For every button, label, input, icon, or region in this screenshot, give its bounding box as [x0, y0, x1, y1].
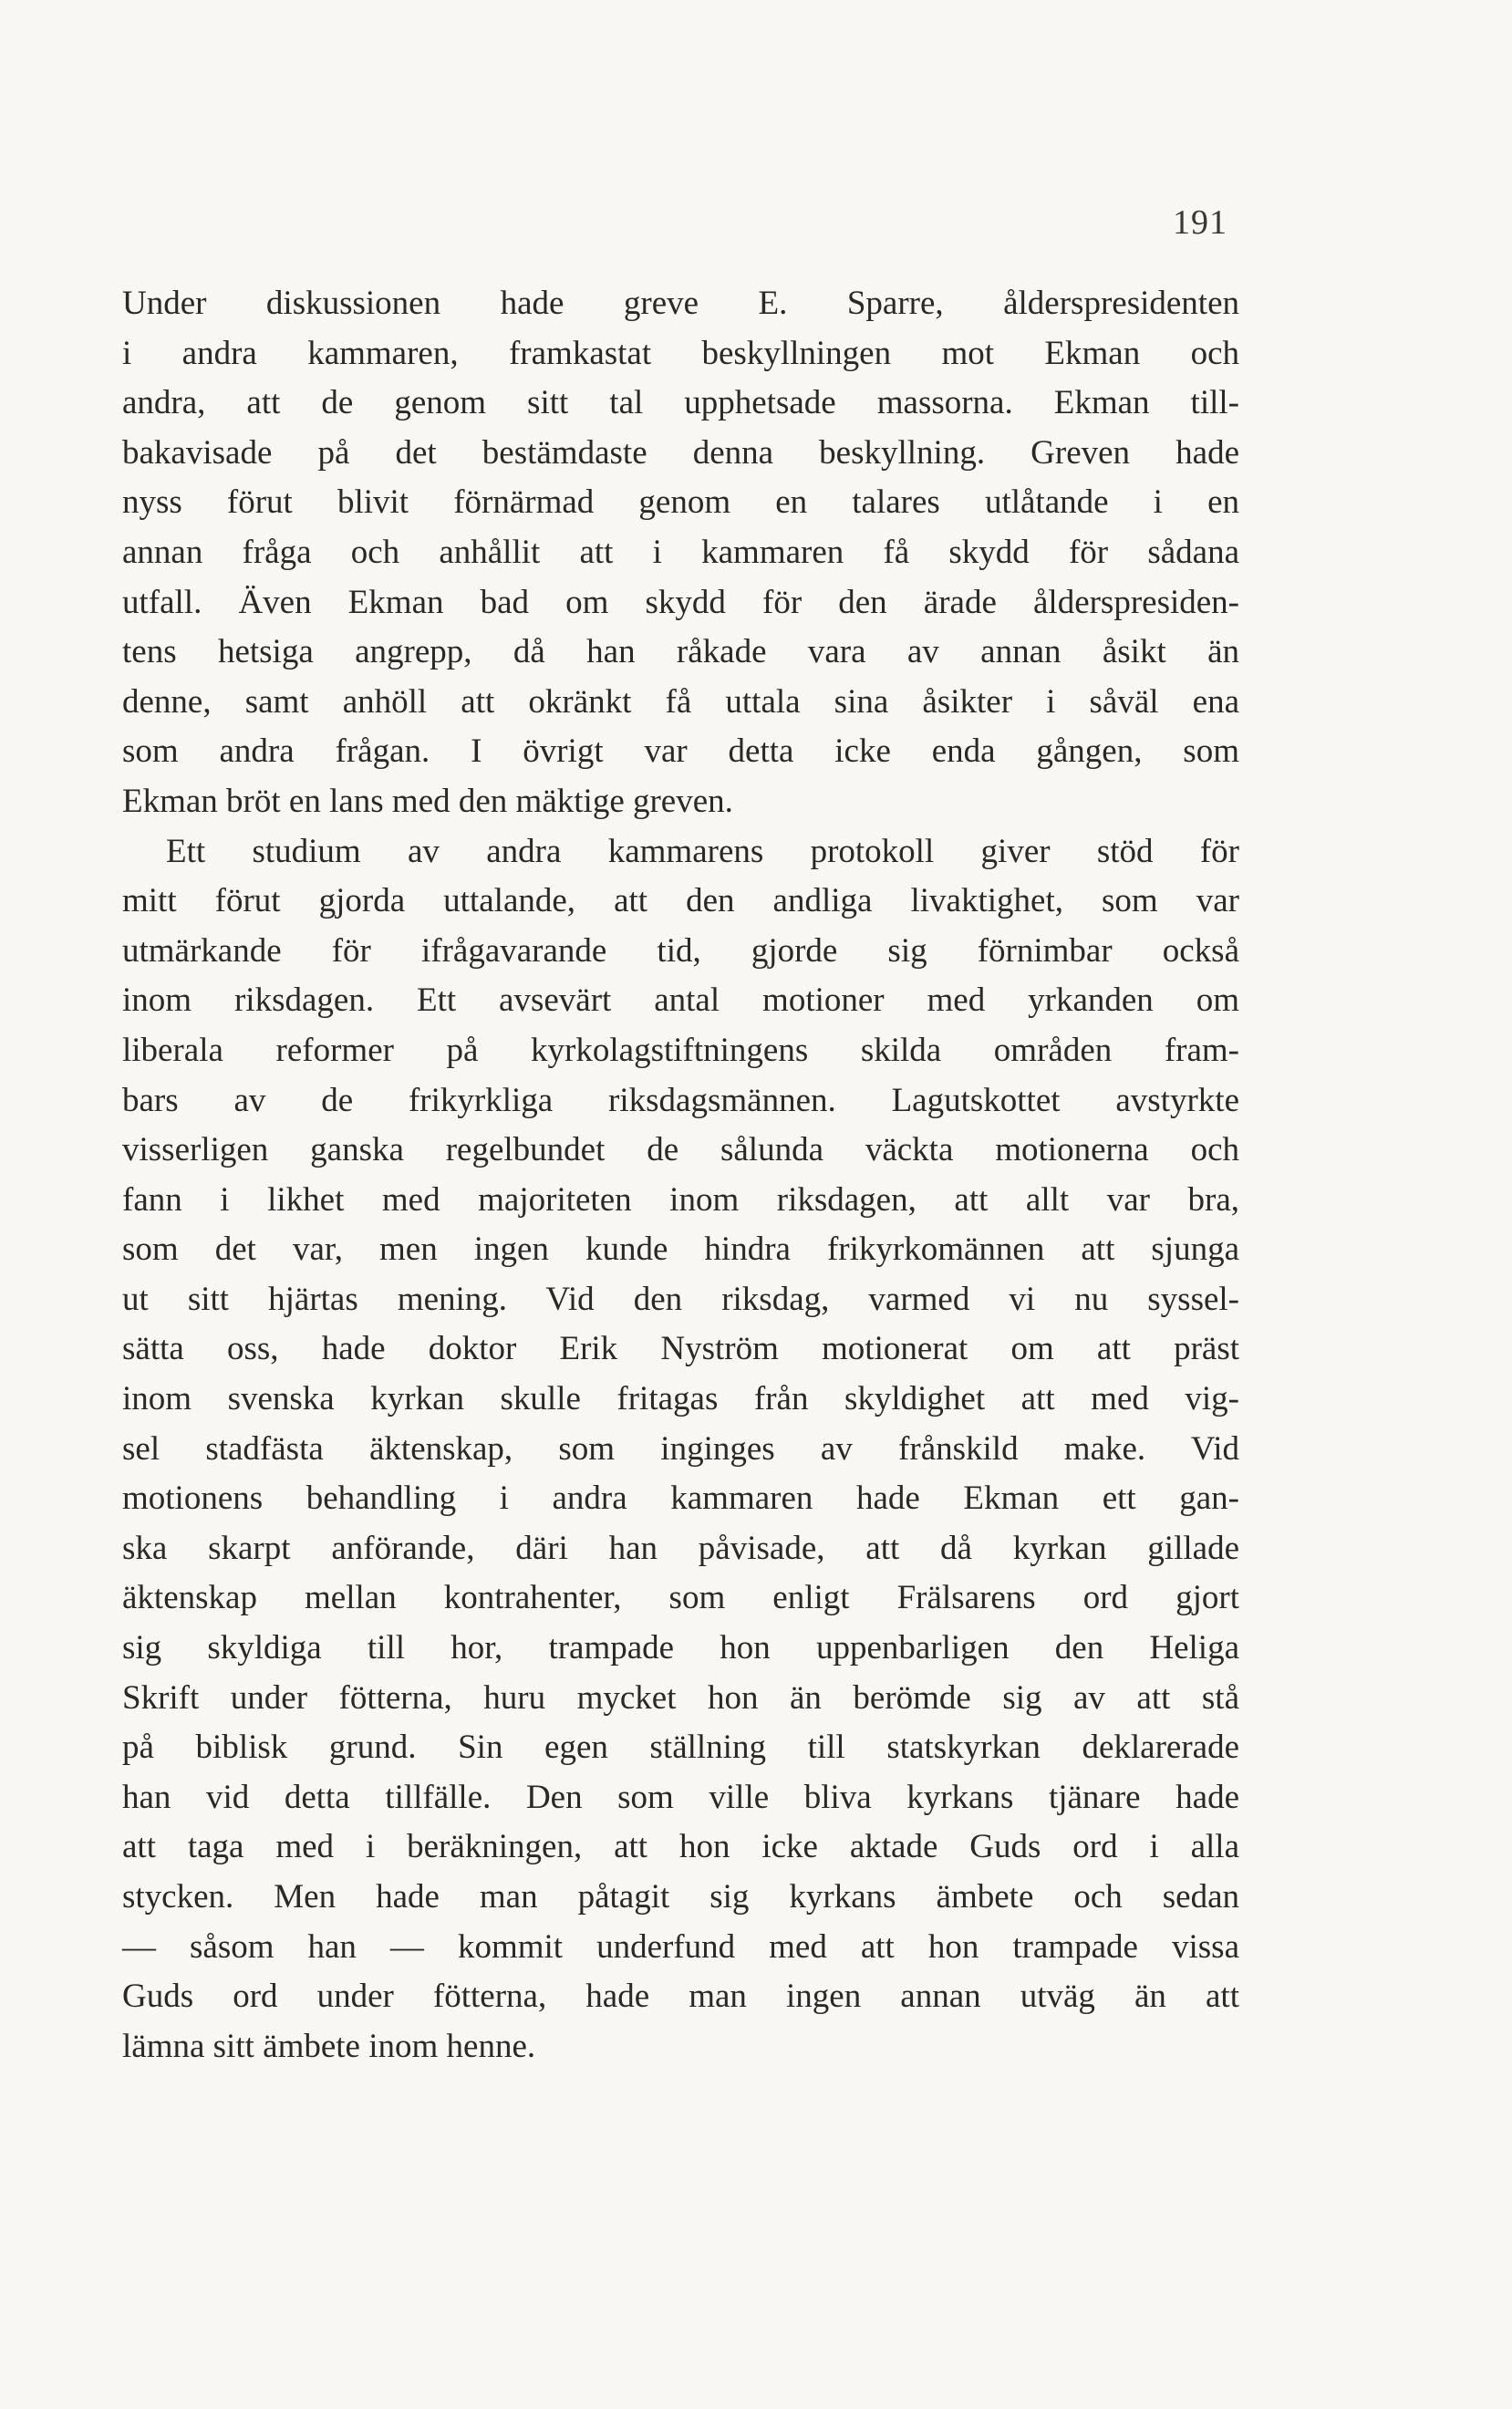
text-line: Ekman bröt en lans med den mäktige greven.	[122, 782, 733, 820]
text-line: bars av de frikyrkliga riksdagsmännen. Lagutskottet avstyrkte	[122, 1081, 1239, 1119]
text-line: andra, att de genom sitt tal upphetsade massorna. Ekman till-	[122, 384, 1239, 422]
text-line: liberala reformer på kyrkolagstiftningens skilda områden fram-	[122, 1031, 1239, 1069]
text-line: att taga med i beräkningen, att hon icke aktade Guds ord i alla	[122, 1828, 1239, 1866]
text-line: Under diskussionen hade greve E. Sparre, ålderspresidenten	[122, 285, 1239, 322]
text-line: nyss förut blivit förnärmad genom en talares utlåtande i en	[122, 483, 1239, 522]
text-line: Ett studium av andra kammarens protokoll giver stöd för	[166, 832, 1239, 870]
text-line: fann i likhet med majoriteten inom riksdagen, att allt var bra,	[122, 1180, 1239, 1219]
text-line: utmärkande för ifrågavarande tid, gjorde sig förnimbar också	[122, 931, 1239, 970]
body-text	[122, 279, 1239, 2072]
text-line: sel stadfästa äktenskap, som inginges av frånskild make. Vid	[122, 1429, 1239, 1468]
text-line: äktenskap mellan kontrahenter, som enligt Frälsarens ord gjort	[122, 1579, 1239, 1617]
text-line: lämna sitt ämbete inom henne.	[122, 2027, 536, 2065]
text-line: Skrift under fötterna, huru mycket hon än berömde sig av att stå	[122, 1678, 1239, 1717]
text-line: utfall. Även Ekman bad om skydd för den ärade ålderspresiden-	[122, 583, 1239, 621]
text-line: han vid detta tillfälle. Den som ville bliva kyrkans tjänare hade	[122, 1778, 1239, 1816]
text-line: ut sitt hjärtas mening. Vid den riksdag, varmed vi nu syssel-	[122, 1280, 1239, 1318]
text-line: bakavisade på det bestämdaste denna beskyllning. Greven hade	[122, 433, 1239, 472]
text-line: på biblisk grund. Sin egen ställning till statskyrkan deklarerade	[122, 1729, 1239, 1767]
text-line: sätta oss, hade doktor Erik Nyström motionerat om att präst	[122, 1330, 1239, 1368]
text-line: ska skarpt anförande, däri han påvisade, att då kyrkan gillade	[122, 1529, 1239, 1567]
text-line: stycken. Men hade man påtagit sig kyrkans ämbete och sedan	[122, 1878, 1239, 1916]
text-line: inom svenska kyrkan skulle fritagas från skyldighet att med vig-	[122, 1380, 1239, 1418]
text-line: motionens behandling i andra kammaren hade Ekman ett gan-	[122, 1480, 1239, 1518]
text-line: Guds ord under fötterna, hade man ingen annan utväg än att	[122, 1978, 1239, 2016]
page-number: 191	[1173, 203, 1227, 242]
text-line: sig skyldiga till hor, trampade hon uppenbarligen den Heliga	[122, 1629, 1239, 1667]
text-line: mitt förut gjorda uttalande, att den andliga livaktighet, som var	[122, 882, 1239, 920]
text-line: som andra frågan. I övrigt var detta icke enda gången, som	[122, 732, 1239, 771]
text-line: i andra kammaren, framkastat beskyllningen mot Ekman och	[122, 334, 1239, 372]
text-line: — såsom han — kommit underfund med att hon trampade vissa	[122, 1927, 1239, 1966]
text-line: visserligen ganska regelbundet de sålunda väckta motionerna och	[122, 1131, 1239, 1169]
text-line: annan fråga och anhållit att i kammaren få skydd för sådana	[122, 533, 1239, 571]
text-line: denne, samt anhöll att okränkt få uttala sina åsikter i såväl ena	[122, 682, 1239, 721]
text-line: som det var, men ingen kunde hindra frikyrkomännen att sjunga	[122, 1230, 1239, 1269]
text-line: inom riksdagen. Ett avsevärt antal motioner med yrkanden om	[122, 981, 1239, 1020]
text-line: tens hetsiga angrepp, då han råkade vara av annan åsikt än	[122, 633, 1239, 671]
